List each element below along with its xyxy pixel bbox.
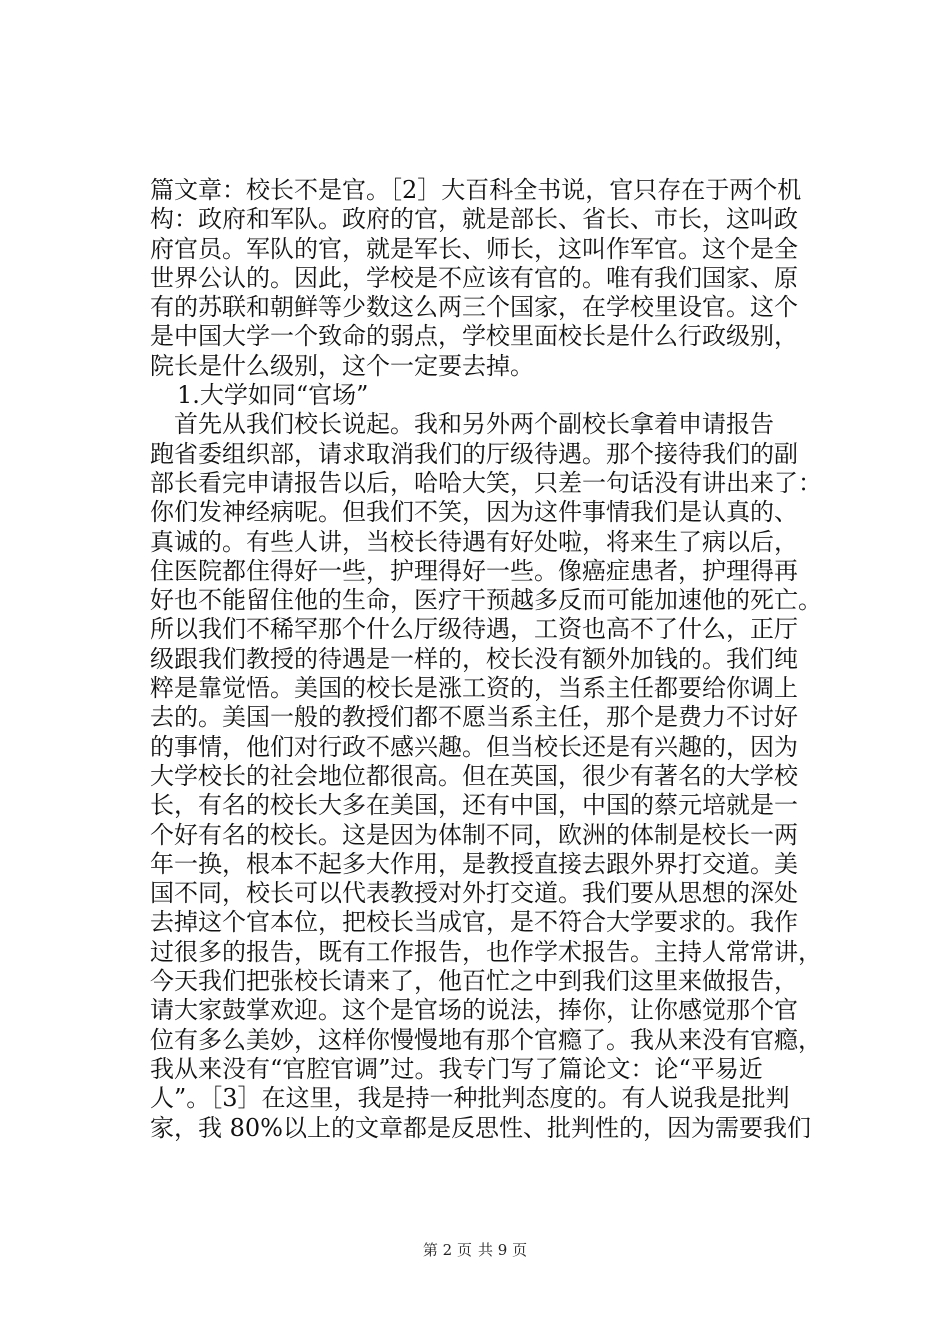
text-line: 长，有名的校长大多在美国，还有中国，中国的蔡元培就是一 — [150, 791, 798, 820]
text-line: 家，我 80%以上的文章都是反思性、批判性的，因为需要我们 — [150, 1113, 811, 1142]
text-line: 部长看完申请报告以后，哈哈大笑，只差一句话没有讲出来了： — [150, 468, 822, 497]
text-line: 过很多的报告，既有工作报告，也作学术报告。主持人常常讲， — [150, 937, 822, 966]
text-line: 年一换，根本不起多大作用，是教授直接去跟外界打交道。美 — [150, 849, 798, 878]
text-line: 请大家鼓掌欢迎。这个是官场的说法，捧你，让你感觉那个官 — [150, 996, 798, 1025]
text-line: 好也不能留住他的生命，医疗干预越多反而可能加速他的死亡。 — [150, 586, 822, 615]
text-line: 国不同，校长可以代表教授对外打交道。我们要从思想的深处 — [150, 879, 798, 908]
text-line: 级跟我们教授的待遇是一样的，校长没有额外加钱的。我们纯 — [150, 644, 798, 673]
text-line: 府官员。军队的官，就是军长、师长，这叫作军官。这个是全 — [150, 234, 798, 263]
text-line: 构：政府和军队。政府的官，就是部长、省长、市长，这叫政 — [150, 205, 798, 234]
text-line: 你们发神经病呢。但我们不笑，因为这件事情我们是认真的、 — [150, 498, 798, 527]
page-total: 共 9 页 — [478, 1241, 528, 1259]
text-line: 大学校长的社会地位都很高。但在英国，很少有著名的大学校 — [150, 761, 798, 790]
text-line: 的事情，他们对行政不感兴趣。但当校长还是有兴趣的，因为 — [150, 732, 798, 761]
text-line: 人”。［3］在这里，我是持一种批判态度的。有人说我是批判 — [150, 1084, 790, 1113]
text-line: 去掉这个官本位，把校长当成官，是不符合大学要求的。我作 — [150, 908, 798, 937]
page-footer — [0, 1240, 950, 1260]
text-line: 篇文章：校长不是官。［2］大百科全书说，官只存在于两个机 — [150, 176, 802, 204]
document-body — [150, 176, 840, 1143]
text-line: 跑省委组织部，请求取消我们的厅级待遇。那个接待我们的副 — [150, 439, 798, 468]
text-line: 是中国大学一个致命的弱点，学校里面校长是什么行政级别， — [150, 322, 798, 351]
text-line: 世界公认的。因此，学校是不应该有官的。唯有我们国家、原 — [150, 263, 798, 292]
text-line: 粹是靠觉悟。美国的校长是涨工资的，当系主任都要给你调上 — [150, 674, 798, 703]
text-line: 有的苏联和朝鲜等少数这么两三个国家，在学校里设官。这个 — [150, 293, 798, 322]
text-line: 所以我们不稀罕那个什么厅级待遇，工资也高不了什么，正厅 — [150, 615, 798, 644]
text-line: 今天我们把张校长请来了，他百忙之中到我们这里来做报告， — [150, 967, 798, 996]
text-line: 院长是什么级别，这个一定要去掉。 — [150, 351, 534, 380]
text-line: 位有多么美妙，这样你慢慢地有那个官瘾了。我从来没有官瘾， — [150, 1025, 822, 1054]
section-heading: 1.大学如同“官场” — [177, 381, 369, 410]
text-line: 住医院都住得好一些，护理得好一些。像癌症患者，护理得再 — [150, 556, 798, 585]
text-line: 真诚的。有些人讲，当校长待遇有好处啦，将来生了病以后， — [150, 527, 798, 556]
text-line: 首先从我们校长说起。我和另外两个副校长拿着申请报告 — [150, 410, 774, 439]
page-number: 第 2 页 — [422, 1241, 472, 1259]
text-line: 个好有名的校长。这是因为体制不同，欧洲的体制是校长一两 — [150, 820, 798, 849]
text-line: 去的。美国一般的教授们都不愿当系主任，那个是费力不讨好 — [150, 703, 798, 732]
text-line: 我从来没有“官腔官调”过。我专门写了篇论文：论“平易近 — [150, 1054, 763, 1083]
